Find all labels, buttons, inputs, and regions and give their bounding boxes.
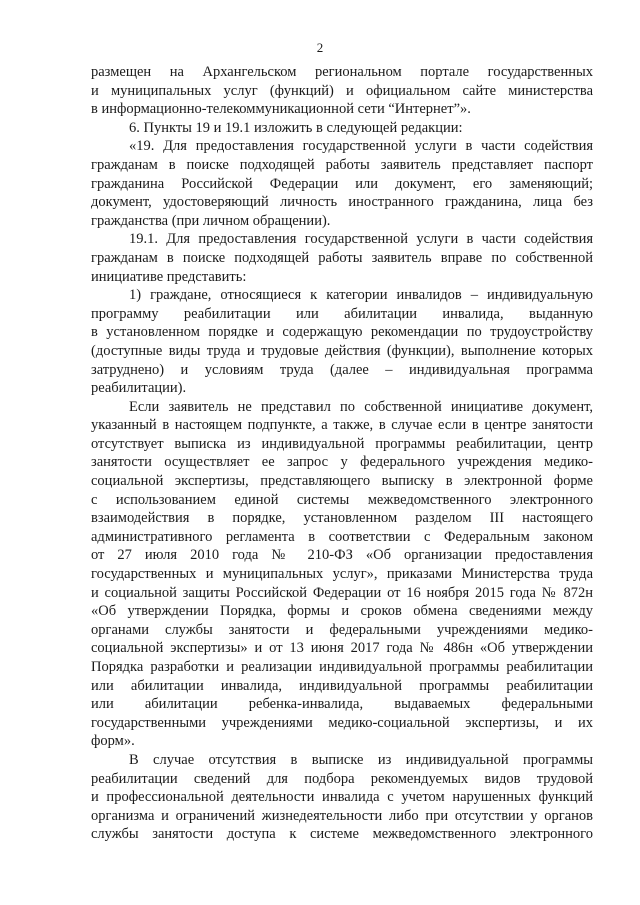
text-line: государственных и муниципальных услуг», приказами Министерства труда <box>91 566 593 583</box>
text-line: от 27 июля 2010 года № 210-ФЗ «Об организации предоставления <box>91 547 593 564</box>
text-line: или абилитации ребенка-инвалида, выдаваемых федеральными <box>91 696 593 713</box>
text-line: и социальной защиты Российской Федерации от 16 ноября 2015 года № 872н <box>91 584 593 601</box>
text-line: в установленном порядке и содержащую рекомендации по трудоустройству <box>91 324 593 341</box>
page-number: 2 <box>316 40 324 55</box>
text-line: административного регламента в соответствии с Федеральным законом <box>91 528 593 545</box>
text-line: социальной экспертизы, представляющего выписку в электронной форме <box>91 473 593 490</box>
text-line: программу реабилитации или абилитации инвалида, выданную <box>91 305 593 322</box>
text-line: гражданина Российской Федерации или документ, его заменяющий; <box>91 175 593 192</box>
text-line: «19. Для предоставления государственной услуги в части содействия <box>129 138 593 155</box>
text-line: гражданства (при личном обращении). <box>91 212 331 229</box>
text-line: указанный в настоящем подпункте, а также, в случае если в центре занятости <box>91 417 593 434</box>
text-line: гражданам в поиске подходящей работы заявитель вправе по собственной <box>91 249 593 266</box>
text-line: «Об утверждении Порядка, формы и сроков обмена сведениями между <box>91 603 593 620</box>
text-line: с использованием единой системы межведомственного электронного <box>91 491 593 508</box>
text-line: затруднено) и условиям труда (далее – индивидуальная программа <box>91 361 593 378</box>
text-line: органами службы занятости и федеральными учреждениями медико- <box>91 621 593 638</box>
text-line: 6. Пункты 19 и 19.1 изложить в следующей редакции: <box>129 119 463 136</box>
text-line: (доступные виды труда и трудовые действия (функции), выполнение которых <box>91 342 593 359</box>
text-line: в информационно-телекоммуникационной сети “Интернет”». <box>91 101 471 118</box>
text-line: гражданам в поиске подходящей работы заявитель представляет паспорт <box>91 156 593 173</box>
text-line: или абилитации инвалида, индивидуальной программы реабилитации <box>91 677 593 694</box>
text-line: и профессиональной деятельности инвалида с учетом нарушенных функций <box>91 789 593 806</box>
text-line: документ, удостоверяющий личность иностранного гражданина, лица без <box>91 194 593 211</box>
text-line: службы занятости доступа к системе межведомственного электронного <box>91 826 593 843</box>
text-line: занятости осуществляет ее запрос у федерального учреждения медико- <box>91 454 593 471</box>
text-line: государственными учреждениями медико-социальной экспертизы, и их <box>91 714 593 731</box>
text-line: отсутствует выписка из индивидуальной программы реабилитации, центр <box>91 435 593 452</box>
text-line: форм». <box>91 733 135 750</box>
text-line: 1) граждане, относящиеся к категории инвалидов – индивидуальную <box>129 287 593 304</box>
text-line: размещен на Архангельском региональном портале государственных <box>91 64 593 80</box>
text-line: реабилитации сведений для подбора рекомендуемых видов трудовой <box>91 770 593 787</box>
text-line: и муниципальных услуг (функций) и официальном сайте министерства <box>91 82 593 99</box>
text-line: инициативе представить: <box>91 268 247 285</box>
text-line: Порядка разработки и реализации индивидуальной программы реабилитации <box>91 659 593 675</box>
text-line: В случае отсутствия в выписке из индивидуальной программы <box>129 751 593 768</box>
document-body <box>91 63 593 844</box>
text-line: организма и ограничений жизнедеятельности либо при отсутствии у органов <box>91 807 593 824</box>
text-line: взаимодействия в порядке, установленном разделом III настоящего <box>91 510 593 527</box>
text-line: Если заявитель не представил по собственной инициативе документ, <box>129 398 593 415</box>
text-line: реабилитации). <box>91 380 187 397</box>
text-line: социальной экспертизы» и от 13 июня 2017 года № 486н «Об утверждении <box>91 640 593 657</box>
text-line: 19.1. Для предоставления государственной услуги в части содействия <box>129 231 593 248</box>
